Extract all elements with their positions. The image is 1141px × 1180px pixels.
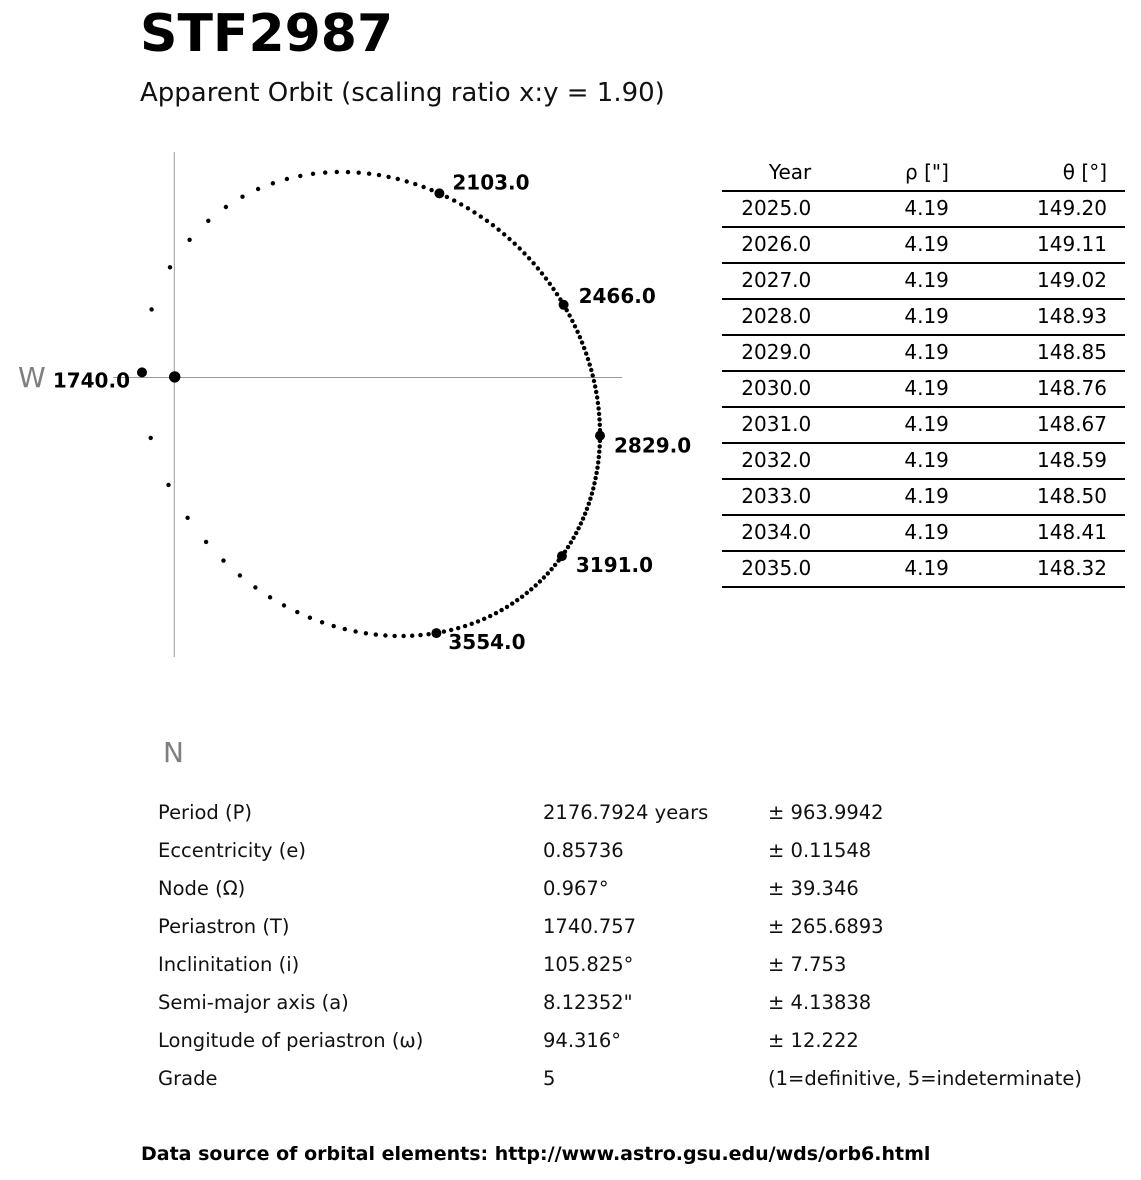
orbit-dot bbox=[346, 170, 350, 174]
element-value: 5 bbox=[543, 1066, 556, 1090]
table-cell: 148.93 bbox=[949, 299, 1125, 335]
column-header: θ [°] bbox=[949, 156, 1125, 191]
orbit-dot bbox=[308, 616, 312, 620]
element-error: ± 39.346 bbox=[768, 876, 859, 900]
orbit-dot bbox=[479, 214, 483, 218]
element-error: ± 4.13838 bbox=[768, 990, 872, 1014]
table-cell: 4.19 bbox=[811, 551, 949, 587]
orbit-dot bbox=[459, 202, 463, 206]
table-cell: 148.76 bbox=[949, 371, 1125, 407]
element-row bbox=[158, 907, 1082, 945]
epoch-dot bbox=[431, 628, 441, 638]
orbit-dot bbox=[335, 170, 339, 174]
orbit-dot bbox=[383, 633, 387, 637]
orbit-dot bbox=[238, 573, 242, 577]
orbit-dot bbox=[597, 417, 601, 421]
orbit-dot bbox=[374, 632, 378, 636]
orbit-dot bbox=[323, 170, 327, 174]
epoch-label: 3554.0 bbox=[448, 630, 526, 655]
orbit-dot bbox=[510, 601, 514, 605]
table-cell: 2035.0 bbox=[722, 551, 811, 587]
orbit-dot bbox=[595, 466, 599, 470]
orbit-dot bbox=[185, 516, 189, 520]
orbit-dot bbox=[525, 591, 529, 595]
orbit-dot bbox=[295, 610, 299, 614]
orbit-dot bbox=[482, 617, 486, 621]
orbit-dot bbox=[587, 502, 591, 506]
orbit-dot bbox=[405, 179, 409, 183]
table-cell: 4.19 bbox=[811, 191, 949, 227]
table-cell: 2027.0 bbox=[722, 263, 811, 299]
orbit-dot bbox=[596, 460, 600, 464]
element-value: 0.967° bbox=[543, 876, 609, 900]
table-cell: 4.19 bbox=[811, 443, 949, 479]
table-cell: 4.19 bbox=[811, 299, 949, 335]
orbit-dot bbox=[166, 483, 170, 487]
element-row bbox=[158, 1059, 1082, 1097]
table-row bbox=[722, 263, 1125, 299]
table-cell: 2033.0 bbox=[722, 479, 811, 515]
table-cell: 2025.0 bbox=[722, 191, 811, 227]
table-row bbox=[722, 479, 1125, 515]
epoch-label: 2829.0 bbox=[614, 433, 692, 458]
table-cell: 4.19 bbox=[811, 227, 949, 263]
ephemeris-head-row bbox=[722, 156, 1125, 191]
west-direction-label: W bbox=[18, 361, 46, 394]
table-cell: 4.19 bbox=[811, 371, 949, 407]
orbit-dot bbox=[505, 605, 509, 609]
orbit-dot bbox=[536, 266, 540, 270]
element-value: 1740.757 bbox=[543, 914, 637, 938]
orbit-dot bbox=[586, 357, 590, 361]
orbit-dot bbox=[573, 324, 577, 328]
table-row bbox=[722, 551, 1125, 587]
table-cell: 148.59 bbox=[949, 443, 1125, 479]
element-error: ± 7.753 bbox=[768, 952, 847, 976]
table-cell: 148.67 bbox=[949, 407, 1125, 443]
orbit-dot bbox=[285, 177, 289, 181]
element-row bbox=[158, 831, 1082, 869]
orbit-dot bbox=[549, 567, 553, 571]
orbit-dot bbox=[580, 340, 584, 344]
orbit-dot bbox=[592, 481, 596, 485]
orbit-dot bbox=[581, 516, 585, 520]
element-error: ± 963.9942 bbox=[768, 800, 884, 824]
orbit-dot bbox=[353, 629, 357, 633]
orbit-dot bbox=[565, 308, 569, 312]
orbit-dot bbox=[421, 185, 425, 189]
table-cell: 148.32 bbox=[949, 551, 1125, 587]
epoch-label: 1740.0 bbox=[52, 368, 130, 393]
north-direction-label: N bbox=[163, 736, 184, 769]
table-row bbox=[722, 371, 1125, 407]
orbit-dot bbox=[240, 195, 244, 199]
element-row bbox=[158, 1021, 1082, 1059]
orbit-dot bbox=[418, 633, 422, 637]
element-value: 94.316° bbox=[543, 1028, 621, 1052]
orbit-dot bbox=[357, 171, 361, 175]
ephemeris-body bbox=[722, 191, 1125, 587]
orbit-dot bbox=[392, 634, 396, 638]
table-row bbox=[722, 191, 1125, 227]
orbit-dot bbox=[429, 188, 433, 192]
data-source-note: Data source of orbital elements: http://www.astro.gsu.edu/wds/orb6.html bbox=[141, 1143, 931, 1165]
orbit-dot bbox=[597, 412, 601, 416]
orbit-dot bbox=[502, 232, 506, 236]
orbit-dot bbox=[426, 632, 430, 636]
orbit-dot bbox=[578, 335, 582, 339]
table-cell: 4.19 bbox=[811, 479, 949, 515]
orbit-dot bbox=[463, 624, 467, 628]
orbit-dot bbox=[542, 575, 546, 579]
orbit-dot bbox=[413, 182, 417, 186]
orbit-dot bbox=[499, 608, 503, 612]
table-cell: 148.41 bbox=[949, 515, 1125, 551]
element-value: 2176.7924 years bbox=[543, 800, 709, 824]
page-title: STF2987 bbox=[140, 4, 394, 64]
ephemeris-table bbox=[722, 156, 1125, 588]
element-row bbox=[158, 869, 1082, 907]
orbit-dot bbox=[452, 198, 456, 202]
element-error: ± 0.11548 bbox=[768, 838, 872, 862]
table-cell: 2034.0 bbox=[722, 515, 811, 551]
orbit-dot bbox=[593, 384, 597, 388]
orbit-dot bbox=[588, 497, 592, 501]
orbit-dot bbox=[332, 624, 336, 628]
orbit-dot bbox=[491, 223, 495, 227]
element-label: Longitude of periastron (ω) bbox=[158, 1028, 424, 1052]
orbit-dot bbox=[518, 246, 522, 250]
orbit-dot bbox=[494, 611, 498, 615]
element-value: 105.825° bbox=[543, 952, 634, 976]
orbit-dot bbox=[546, 571, 550, 575]
element-row bbox=[158, 793, 1082, 831]
orbit-dot bbox=[476, 619, 480, 623]
orbit-dot bbox=[576, 526, 580, 530]
orbit-dot bbox=[522, 251, 526, 255]
orbit-dot bbox=[529, 587, 533, 591]
orbit-dot bbox=[149, 307, 153, 311]
orbit-dot bbox=[548, 282, 552, 286]
element-error: ± 265.6893 bbox=[768, 914, 884, 938]
orbit-dot bbox=[367, 172, 371, 176]
orbit-dot bbox=[596, 406, 600, 410]
orbit-dot bbox=[377, 173, 381, 177]
table-cell: 148.85 bbox=[949, 335, 1125, 371]
orbit-dot bbox=[513, 242, 517, 246]
orbit-dot bbox=[598, 444, 602, 448]
orbit-dot bbox=[485, 219, 489, 223]
epoch-dot bbox=[434, 188, 444, 198]
orbit-dot bbox=[540, 271, 544, 275]
orbit-dot bbox=[343, 627, 347, 631]
orbit-dot bbox=[538, 579, 542, 583]
table-cell: 2030.0 bbox=[722, 371, 811, 407]
orbit-dot bbox=[583, 512, 587, 516]
orbit-dot bbox=[168, 265, 172, 269]
orbit-dot bbox=[575, 330, 579, 334]
table-cell: 148.50 bbox=[949, 479, 1125, 515]
element-value: 0.85736 bbox=[543, 838, 624, 862]
orbit-dot bbox=[556, 558, 560, 562]
orbit-dot bbox=[567, 313, 571, 317]
table-cell: 4.19 bbox=[811, 335, 949, 371]
element-label: Periastron (T) bbox=[158, 914, 290, 938]
table-row bbox=[722, 407, 1125, 443]
orbit-dot bbox=[591, 373, 595, 377]
element-row bbox=[158, 945, 1082, 983]
orbit-dot bbox=[590, 491, 594, 495]
orbit-dot bbox=[582, 346, 586, 350]
table-cell: 2029.0 bbox=[722, 335, 811, 371]
orbit-dot bbox=[204, 540, 208, 544]
element-label: Period (P) bbox=[158, 800, 252, 824]
orbit-dot bbox=[534, 583, 538, 587]
table-row bbox=[722, 335, 1125, 371]
element-value: 8.12352" bbox=[543, 990, 633, 1014]
element-label: Eccentricity (e) bbox=[158, 838, 306, 862]
orbit-dot bbox=[445, 195, 449, 199]
orbit-dot bbox=[256, 187, 260, 191]
orbit-dot bbox=[569, 540, 573, 544]
orbit-dot bbox=[396, 177, 400, 181]
orbit-dot bbox=[221, 558, 225, 562]
orbit-dot bbox=[570, 319, 574, 323]
table-cell: 149.11 bbox=[949, 227, 1125, 263]
table-cell: 4.19 bbox=[811, 407, 949, 443]
orbit-dot bbox=[515, 598, 519, 602]
table-cell: 149.20 bbox=[949, 191, 1125, 227]
orbit-dot bbox=[579, 521, 583, 525]
orbit-dot bbox=[571, 536, 575, 540]
ephemeris-panel bbox=[722, 156, 1125, 588]
epoch-dot bbox=[137, 367, 147, 377]
orbit-dot bbox=[592, 379, 596, 383]
table-cell: 4.19 bbox=[811, 515, 949, 551]
column-header: Year bbox=[722, 156, 811, 191]
orbit-dot bbox=[594, 471, 598, 475]
orbit-dot bbox=[149, 436, 153, 440]
orbit-dot bbox=[282, 603, 286, 607]
orbit-dot bbox=[597, 450, 601, 454]
orbit-dot bbox=[594, 390, 598, 394]
table-row bbox=[722, 515, 1125, 551]
element-label: Semi-major axis (a) bbox=[158, 990, 349, 1014]
orbit-dot bbox=[364, 631, 368, 635]
epoch-label: 2103.0 bbox=[452, 170, 530, 195]
epoch-label: 2466.0 bbox=[578, 283, 656, 308]
orbit-plot bbox=[0, 140, 700, 780]
page-subtitle: Apparent Orbit (scaling ratio x:y = 1.90) bbox=[140, 78, 665, 108]
orbit-dot bbox=[472, 210, 476, 214]
orbit-dot bbox=[224, 205, 228, 209]
element-label: Inclinitation (i) bbox=[158, 952, 300, 976]
orbit-dot bbox=[596, 401, 600, 405]
orbit-dot bbox=[566, 545, 570, 549]
orbit-dot bbox=[544, 276, 548, 280]
orbit-dot bbox=[488, 614, 492, 618]
orbit-dot bbox=[401, 634, 405, 638]
table-cell: 2026.0 bbox=[722, 227, 811, 263]
orbit-dot bbox=[588, 362, 592, 366]
orbit-dot bbox=[268, 595, 272, 599]
orbit-dot bbox=[386, 175, 390, 179]
element-label: Node (Ω) bbox=[158, 876, 246, 900]
orbit-dot bbox=[585, 507, 589, 511]
orbit-dot bbox=[598, 423, 602, 427]
table-cell: 149.02 bbox=[949, 263, 1125, 299]
orbit-dot bbox=[271, 181, 275, 185]
primary-star-dot bbox=[169, 371, 180, 382]
orbit-dot bbox=[574, 531, 578, 535]
orbit-dot bbox=[410, 634, 414, 638]
orbit-dot bbox=[551, 287, 555, 291]
orbit-dot bbox=[206, 219, 210, 223]
orbit-dot bbox=[311, 172, 315, 176]
orbit-dot bbox=[496, 228, 500, 232]
orbit-dot bbox=[527, 256, 531, 260]
orbit-dot bbox=[442, 629, 446, 633]
element-row bbox=[158, 983, 1082, 1021]
orbit-dot bbox=[507, 237, 511, 241]
epoch-label: 3191.0 bbox=[575, 553, 654, 578]
orbit-dot bbox=[584, 351, 588, 355]
orbit-dot bbox=[597, 455, 601, 459]
orbital-elements-list bbox=[158, 793, 1082, 1097]
orbit-dot bbox=[593, 476, 597, 480]
orbit-dot bbox=[598, 439, 602, 443]
element-error: (1=definitive, 5=indeterminate) bbox=[768, 1066, 1082, 1090]
table-row bbox=[722, 227, 1125, 263]
orbit-dot bbox=[320, 620, 324, 624]
table-cell: 2031.0 bbox=[722, 407, 811, 443]
orbit-dot bbox=[298, 174, 302, 178]
orbit-dot bbox=[589, 368, 593, 372]
table-row bbox=[722, 443, 1125, 479]
orbit-dot bbox=[520, 595, 524, 599]
table-row bbox=[722, 299, 1125, 335]
orbit-dot bbox=[555, 292, 559, 296]
orbit-dot bbox=[595, 395, 599, 399]
orbit-dot bbox=[470, 622, 474, 626]
orbit-dot bbox=[187, 238, 191, 242]
orbit-dot bbox=[531, 261, 535, 265]
orbit-dot bbox=[553, 563, 557, 567]
table-cell: 2028.0 bbox=[722, 299, 811, 335]
table-cell: 4.19 bbox=[811, 263, 949, 299]
orbit-dot bbox=[591, 486, 595, 490]
table-cell: 2032.0 bbox=[722, 443, 811, 479]
element-error: ± 12.222 bbox=[768, 1028, 859, 1052]
orbit-dot bbox=[253, 585, 257, 589]
element-label: Grade bbox=[158, 1066, 218, 1090]
column-header: ρ ["] bbox=[811, 156, 949, 191]
orbit-dot bbox=[466, 206, 470, 210]
